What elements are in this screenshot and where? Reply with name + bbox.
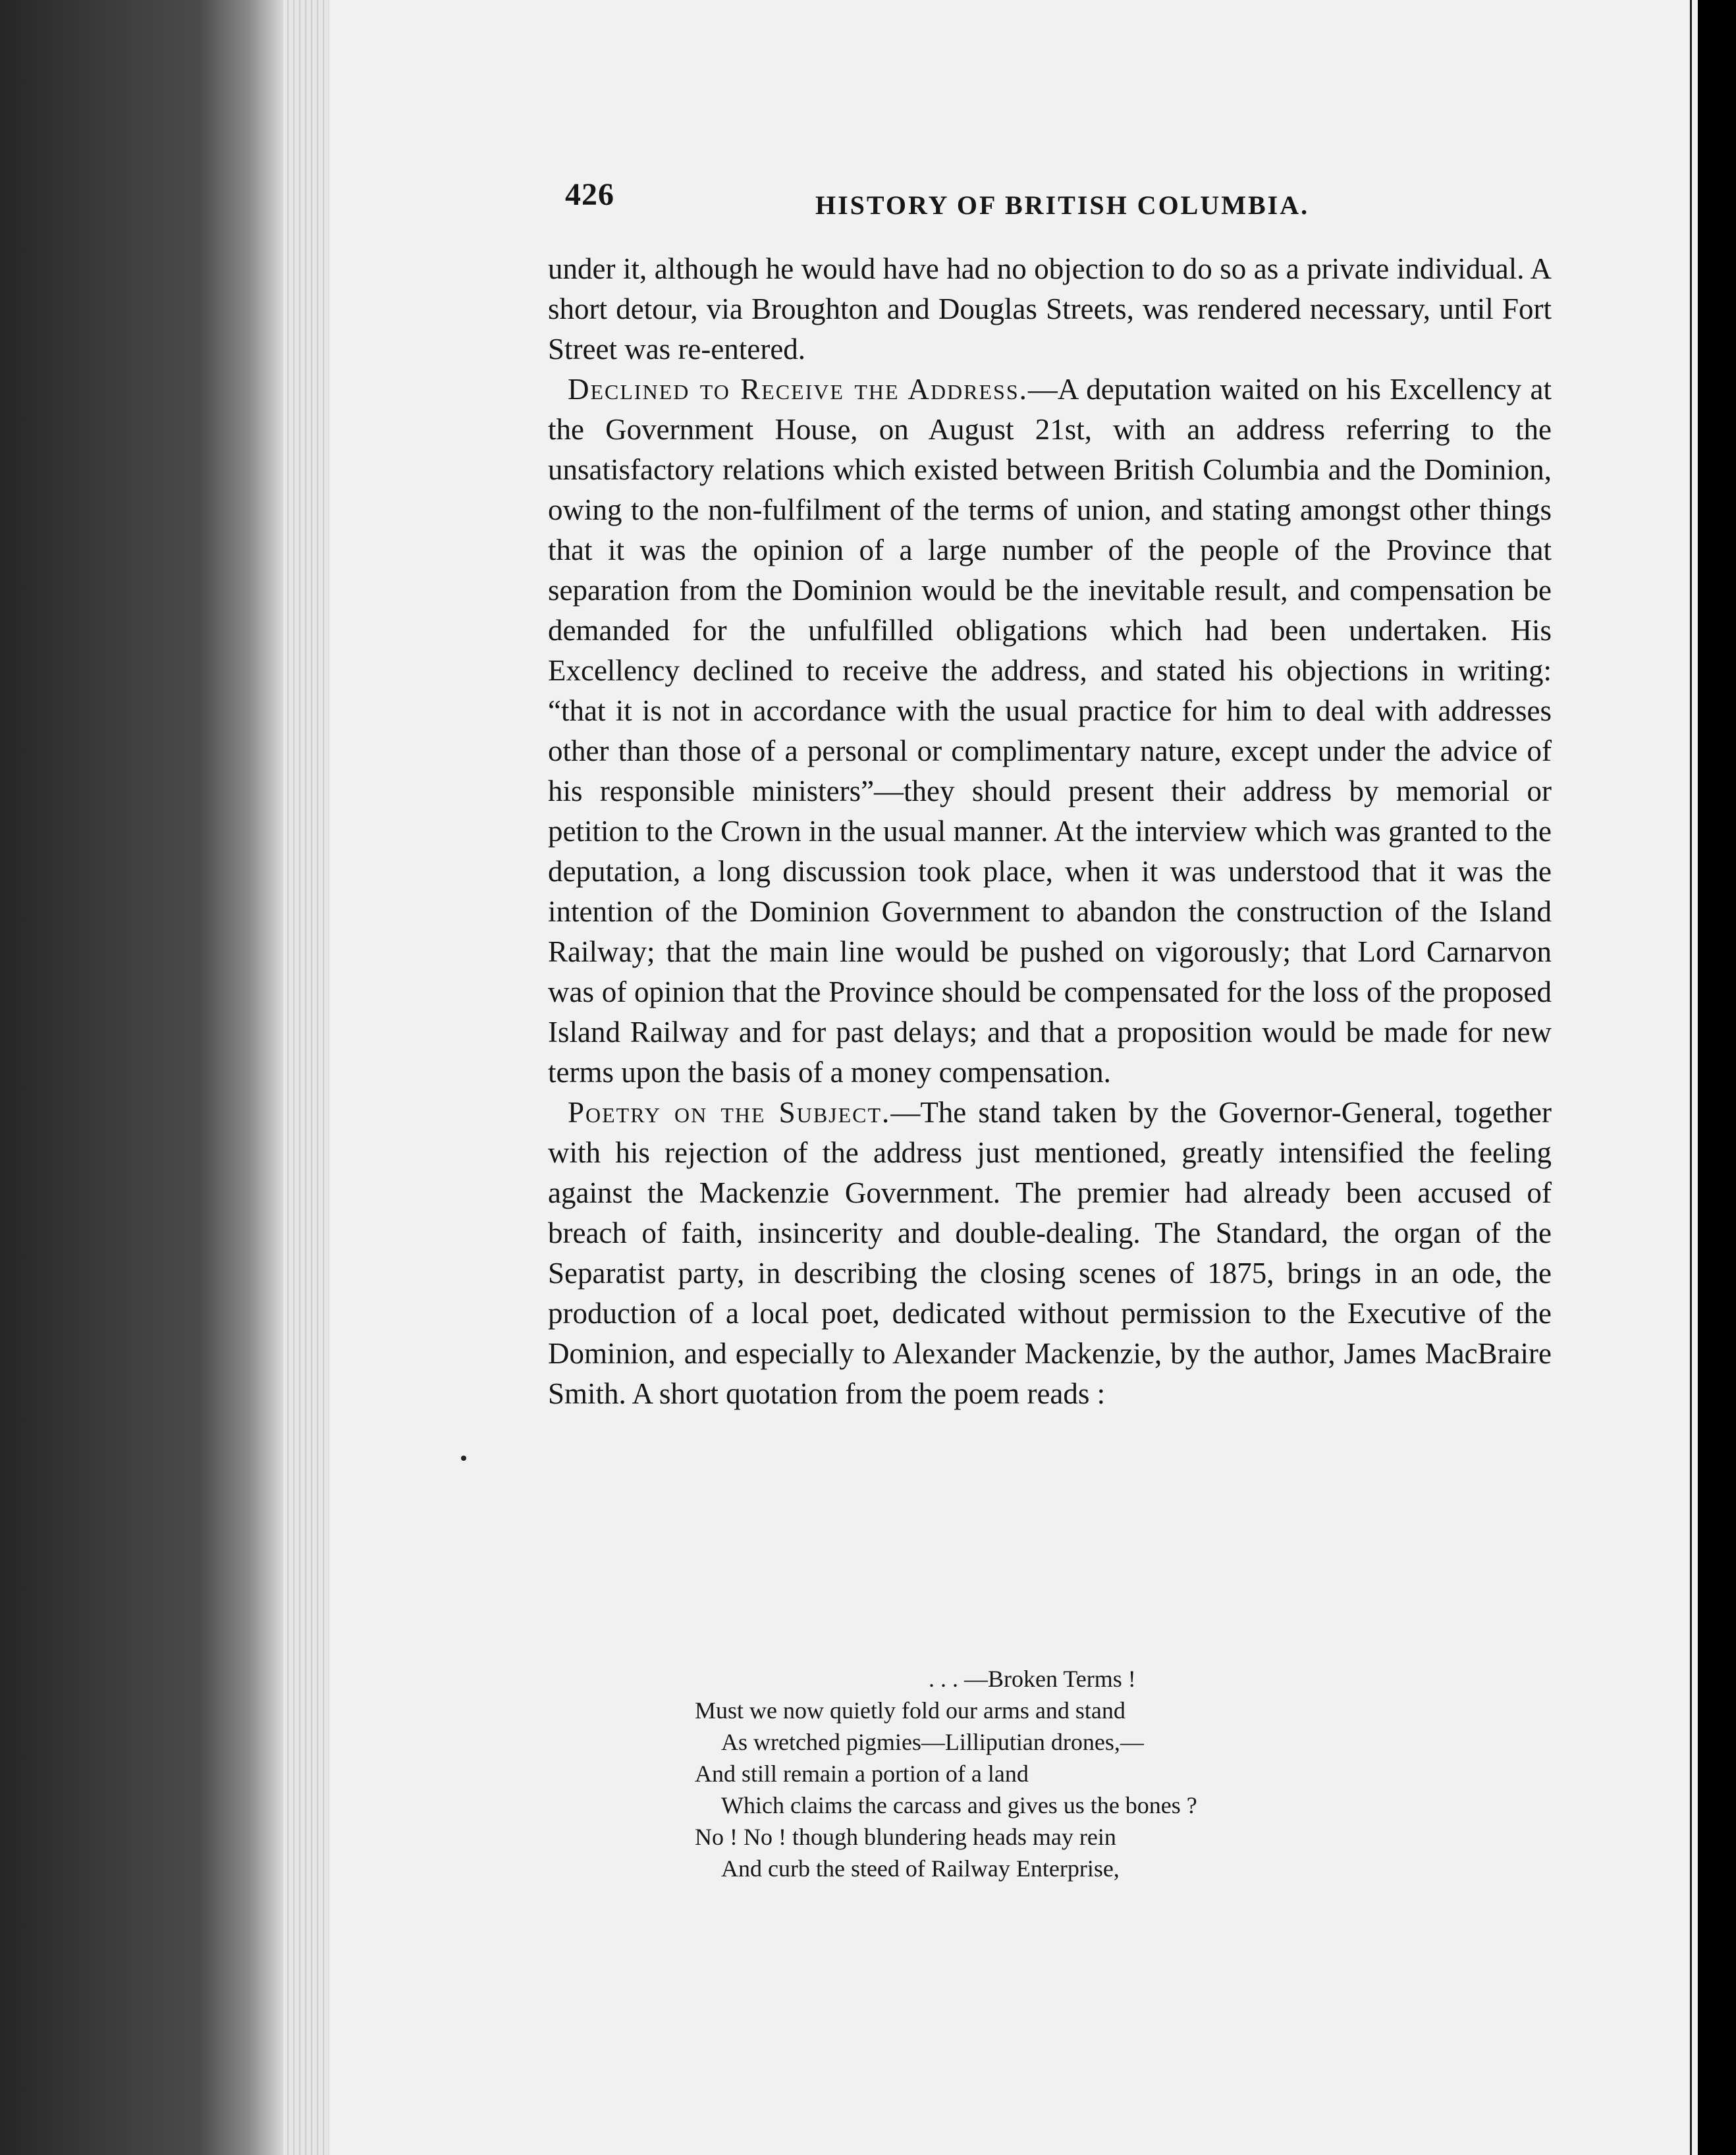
gutter-line [1690,0,1692,2155]
section-heading-declined: Declined to Receive the Address. [568,373,1028,406]
poem-line: And still remain a portion of a land [695,1760,1029,1787]
body-text [548,249,1552,1414]
section-heading-poetry: Poetry on the Subject. [568,1096,891,1129]
page-header [565,177,1566,229]
paragraph-poetry-body: —The stand taken by the Governor-General, together with his rejection of the address just mentioned, greatly intensified the feeling against the Mackenzie Government. The premier had already been accused of breach of faith, insincerity and double-dealing. The Standard, the organ of the Separatist party, in describing the closing scenes of 1875, brings in an ode, the production of a local poet, dedicated without permission to the Executive of the Dominion, and especially to Alexander Mackenzie, by the author, James MacBraire Smith. A short quotation from the poem reads : [548,1096,1552,1410]
book-spine-shadow [0,0,283,2155]
margin-mark [461,1456,466,1461]
poem-line: Which claims the carcass and gives us the bones ? [721,1792,1197,1818]
paragraph-declined-address [548,369,1552,1093]
scan-border [1698,0,1736,2155]
page-edges [283,0,329,2155]
poem-quotation [695,1663,1432,1884]
paragraph-poetry [548,1093,1552,1414]
paragraph-continuation: under it, although he would have had no objection to do so as a private individual. A short detour, via Broughton and Douglas Streets, was rendered necessary, until Fort Street was re-entered. [548,252,1552,366]
poem-line: No ! No ! though blundering heads may rein [695,1824,1116,1850]
poem-line: . . . —Broken Terms ! [929,1666,1136,1692]
paragraph-declined-body: —A deputation waited on his Excellency at the Government House, on August 21st, with an address referring to the unsatisfactory relations which existed between British Columbia and the Dominion, owing to the non-fulfilment of the terms of union, and stating amongst other things that it was the opinion of a large number of the people of the Province that separation from the Dominion would be the inevitable result, and compensation be demanded for the unfulfilled obligations which had been undertaken. His Excellency declined to receive the address, and stated his objections in writing: “that it is not in accordance with the usual practice for him to deal with addresses other than those of a personal or complimentary nature, except under the advice of his responsible ministers”—they should present their address by memorial or petition to the Crown in the usual manner. At the interview which was granted to the deputation, a long discussion took place, when it was understood that it was the intention of the Dominion Government to abandon the construction of the Island Railway; that the main line would be pushed on vigorously; that Lord Carnarvon was of opinion that the Province should be compensated for the loss of the proposed Island Railway and for past delays; and that a proposition would be made for new terms upon the basis of a money compensation. [548,373,1552,1089]
poem-line: Must we now quietly fold our arms and stand [695,1697,1126,1724]
running-head: HISTORY OF BRITISH COLUMBIA. [815,190,1310,220]
page-number: 426 [565,177,614,212]
poem-line: And curb the steed of Railway Enterprise, [721,1855,1120,1882]
poem-line: As wretched pigmies—Lilliputian drones,— [721,1729,1144,1755]
